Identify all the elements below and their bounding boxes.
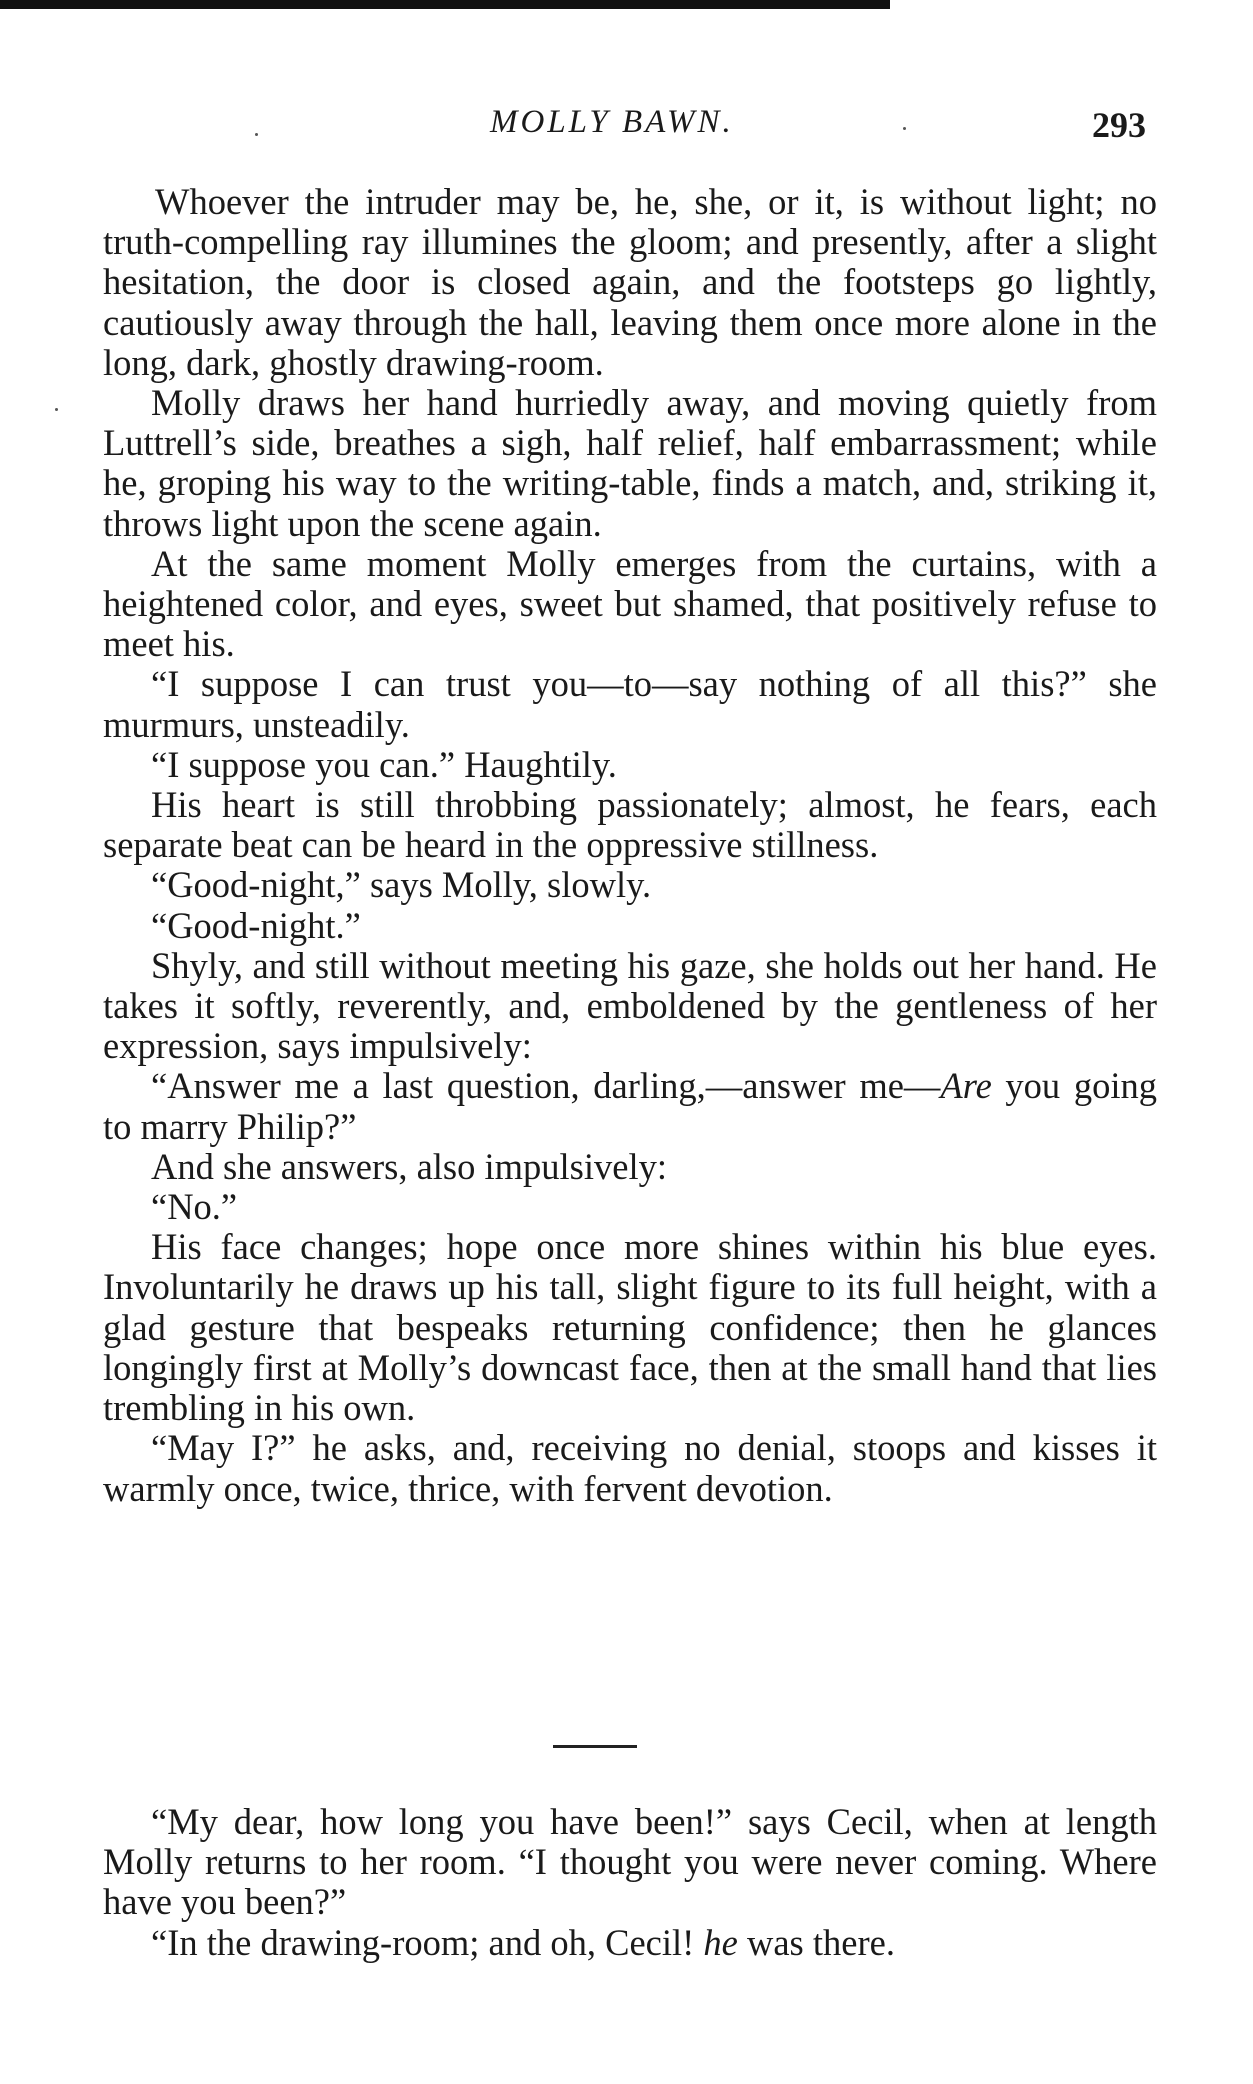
paragraph: And she answers, also impulsively:: [151, 1145, 668, 1187]
last-line-text-before: “In the drawing-room; and oh, Cecil!: [151, 1921, 704, 1963]
paragraph: “I suppose you can.” Haughtily.: [151, 743, 617, 785]
page-body-continued: [103, 1802, 1157, 1963]
print-speck: [255, 133, 258, 136]
running-title: MOLLY BAWN.: [490, 104, 734, 140]
paragraph: “Good-night.”: [151, 904, 361, 946]
paragraph: Whoever the intruder may be, he, she, or it, is without light; no truth-compelling ray illumines the gloom; and presently, after a slight hesitation, the door is closed again, and the footsteps go lightly, cautiously away through the hall, leaving them once more alone in the long, dark, ghostly drawing-room.: [103, 181, 1157, 383]
running-header: [0, 104, 1253, 154]
top-page-rule: [0, 0, 890, 9]
paragraph: “May I?” he asks, and, receiving no denial, stoops and kisses it warmly once, twice, thrice, with fervent devotion.: [103, 1427, 1157, 1509]
paragraph: “My dear, how long you have been!” says Cecil, when at length Molly returns to her room. “I thought you were never coming. Where have you been?”: [103, 1801, 1157, 1923]
paragraph-question: [103, 1066, 1157, 1146]
paragraph: His heart is still throbbing passionately; almost, he fears, each separate beat can be heard in the oppressive stillness.: [103, 784, 1157, 866]
question-text-before: “Answer me a last question, darling,—answer me—: [151, 1065, 941, 1107]
paragraph: His face changes; hope once more shines within his blue eyes. Involuntarily he draws up his tall, slight figure to its full height, with a glad gesture that bespeaks returning confidence; then he glances longingly first at Molly’s downcast face, then at the small hand that lies trembling in his own.: [103, 1226, 1157, 1429]
section-break-rule: [553, 1745, 637, 1748]
paragraph-last-line: [103, 1923, 1157, 1963]
print-speck: [903, 127, 906, 130]
question-text-after: you going to marry Philip?”: [103, 1065, 1157, 1147]
paragraph: Shyly, and still without meeting his gaze, she holds out her hand. He takes it softly, reverently, and, emboldened by the gentleness of her expression, says impulsively:: [103, 944, 1157, 1067]
paragraph: Molly draws her hand hurriedly away, and moving quietly from Luttrell’s side, breathes a sigh, half relief, half embarrassment; while he, groping his way to the writing-table, finds a match, and, striking it, throws light upon the scene again.: [103, 382, 1157, 544]
last-line-emphasis: he: [703, 1921, 738, 1963]
question-emphasis: Are: [940, 1065, 992, 1107]
print-speck: [55, 408, 58, 411]
paragraph: “Good-night,” says Molly, slowly.: [151, 864, 652, 906]
paragraph: At the same moment Molly emerges from the curtains, with a heightened color, and eyes, sweet but shamed, that positively refuse to meet his.: [103, 542, 1157, 665]
paragraph: “I suppose I can trust you—to—say nothing of all this?” she murmurs, unsteadily.: [103, 663, 1157, 745]
page-number: 293: [1092, 105, 1146, 145]
page-body: [103, 182, 1157, 1509]
last-line-text-after: was there.: [737, 1921, 895, 1963]
paragraph: “No.”: [151, 1186, 238, 1228]
